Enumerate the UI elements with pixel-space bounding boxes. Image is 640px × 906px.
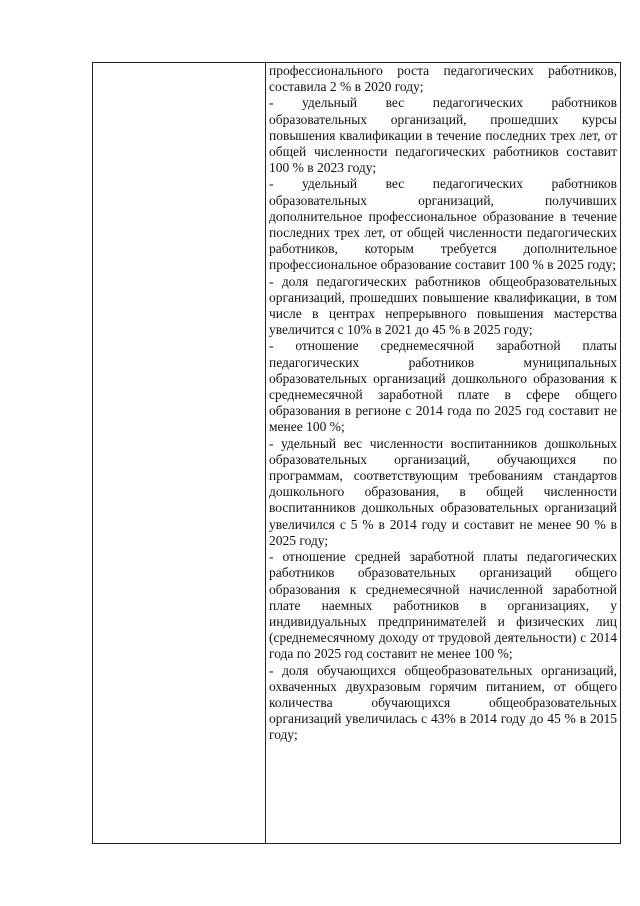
- paragraph-item: - доля педагогических работников общеобразовательных организаций, прошедших повышение квалификации, в том числе в центрах непрерывного повышения мастерства увеличится с 10% в 2021 до 45 % в 2025 году;: [269, 273, 617, 338]
- paragraph-item: - удельный вес педагогических работников образовательных организаций, прошедших курсы повышения квалификации в течение последних трех лет, от общей численности педагогических работников составит 100 % в 2023 году;: [269, 95, 617, 176]
- paragraph-item: - доля обучающихся общеобразовательных организаций, охваченных двухразовым горячим питанием, от общего количества обучающихся общеобразовательных организаций увеличилась с 43% в 2014 году до 45 % в 2015 году;: [269, 662, 617, 743]
- right-cell: [266, 63, 621, 844]
- left-cell: [93, 63, 266, 844]
- document-table: [92, 62, 621, 844]
- table-row: [93, 63, 621, 844]
- paragraph-item: - отношение средней заработной платы педагогических работников образовательных организаций общего образования к среднемесячной начисленной заработной плате наемных работников в организациях, у индивидуальных предпринимателей и физических лиц (среднемесячному доходу от трудовой деятельности) с 2014 года по 2025 год составит не менее 100 %;: [269, 549, 617, 662]
- paragraph-item: - отношение среднемесячной заработной платы педагогических работников муниципальных образовательных организаций дошкольного образования к среднемесячной заработной плате в сфере общего образования в регионе с 2014 года по 2025 год составит не менее 100 %;: [269, 338, 617, 435]
- paragraph-item: - удельный вес численности воспитанников дошкольных образовательных организаций, обучающихся по программам, соответствующим требованиям стандартов дошкольного образования, в общей численности воспитанников дошкольных образовательных организаций увеличился с 5 % в 2014 году и составит не менее 90 % в 2025 году;: [269, 435, 617, 548]
- paragraph-item: - удельный вес педагогических работников образовательных организаций, получивших дополнительное профессиональное образование в течение последних трех лет, от общей численности педагогических работников, которым требуется дополнительное профессиональное образование составит 100 % в 2025 году;: [269, 176, 617, 273]
- paragraph-continuation: профессионального роста педагогических работников, составила 2 % в 2020 году;: [269, 63, 617, 95]
- cell-text: [266, 63, 620, 744]
